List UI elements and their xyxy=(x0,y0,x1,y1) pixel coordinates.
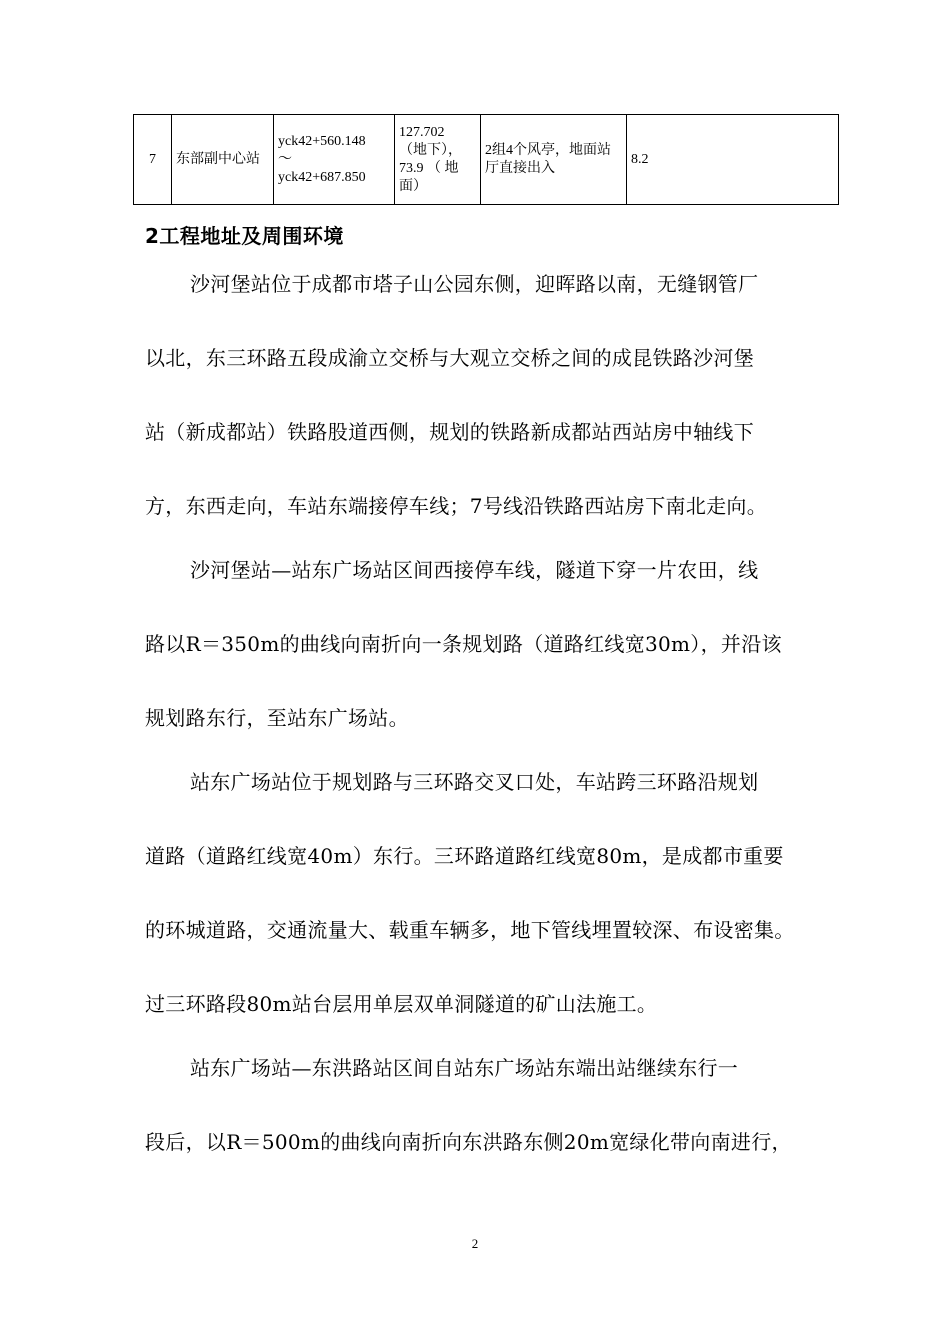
length-line-4: 面） xyxy=(399,178,427,194)
mileage-separator: ～ xyxy=(278,151,292,167)
paragraph-line: 道路（道路红线宽40m）东行。三环路道路红线宽80m，是成都市重要 xyxy=(145,844,784,868)
table-row xyxy=(134,115,839,205)
paragraph-line: 规划路东行，至站东广场站。 xyxy=(145,706,409,730)
station-name: 东部副中心站 xyxy=(176,151,260,167)
length-line-2: （地下）， xyxy=(399,142,462,158)
section-heading: 2工程地址及周围环境 xyxy=(145,224,344,248)
station-name-cell xyxy=(172,115,274,205)
paragraph-line: 方，东西走向，车站东端接停车线；7号线沿铁路西站房下南北走向。 xyxy=(145,494,768,518)
paragraph-line: 过三环路段80m站台层用单层双单洞隧道的矿山法施工。 xyxy=(145,992,658,1016)
paragraph-line: 的环城道路，交通流量大、载重车辆多，地下管线埋置较深、布设密集。 xyxy=(145,918,795,942)
paragraph-line: 站东广场站位于规划路与三环路交叉口处，车站跨三环路沿规划 xyxy=(190,770,759,794)
paragraph-line: 段后，以R＝500m的曲线向南折向东洪路东侧20m宽绿化带向南进行， xyxy=(145,1130,792,1154)
paragraph-line: 站东广场站—东洪路站区间自站东广场站东端出站继续东行一 xyxy=(190,1056,739,1080)
station-number-cell: 7 xyxy=(134,115,172,205)
exits-text: 2组4个风亭，地面站厅直接出入 xyxy=(485,142,611,176)
station-table xyxy=(133,114,839,205)
depth-cell: 8.2 xyxy=(627,115,839,205)
length-line-1: 127.702 xyxy=(399,124,445,140)
length-line-3: 73.9 （ 地 xyxy=(399,160,459,176)
mileage-cell xyxy=(274,115,395,205)
page-number: 2 xyxy=(471,1236,479,1251)
paragraph-line: 站（新成都站）铁路股道西侧，规划的铁路新成都站西站房中轴线下 xyxy=(145,420,754,444)
paragraph-line: 路以R＝350m的曲线向南折向一条规划路（道路红线宽30m），并沿该 xyxy=(145,632,782,656)
paragraph-line: 沙河堡站位于成都市塔子山公园东侧，迎晖路以南，无缝钢管厂 xyxy=(190,272,759,296)
paragraph-line: 以北，东三环路五段成渝立交桥与大观立交桥之间的成昆铁路沙河堡 xyxy=(145,346,754,370)
exits-cell xyxy=(481,115,627,205)
mileage-start: yck42+560.148 xyxy=(278,133,366,149)
mileage-end: yck42+687.850 xyxy=(278,169,366,185)
paragraph-line: 沙河堡站—站东广场站区间西接停车线，隧道下穿一片农田，线 xyxy=(190,558,759,582)
length-cell xyxy=(395,115,481,205)
